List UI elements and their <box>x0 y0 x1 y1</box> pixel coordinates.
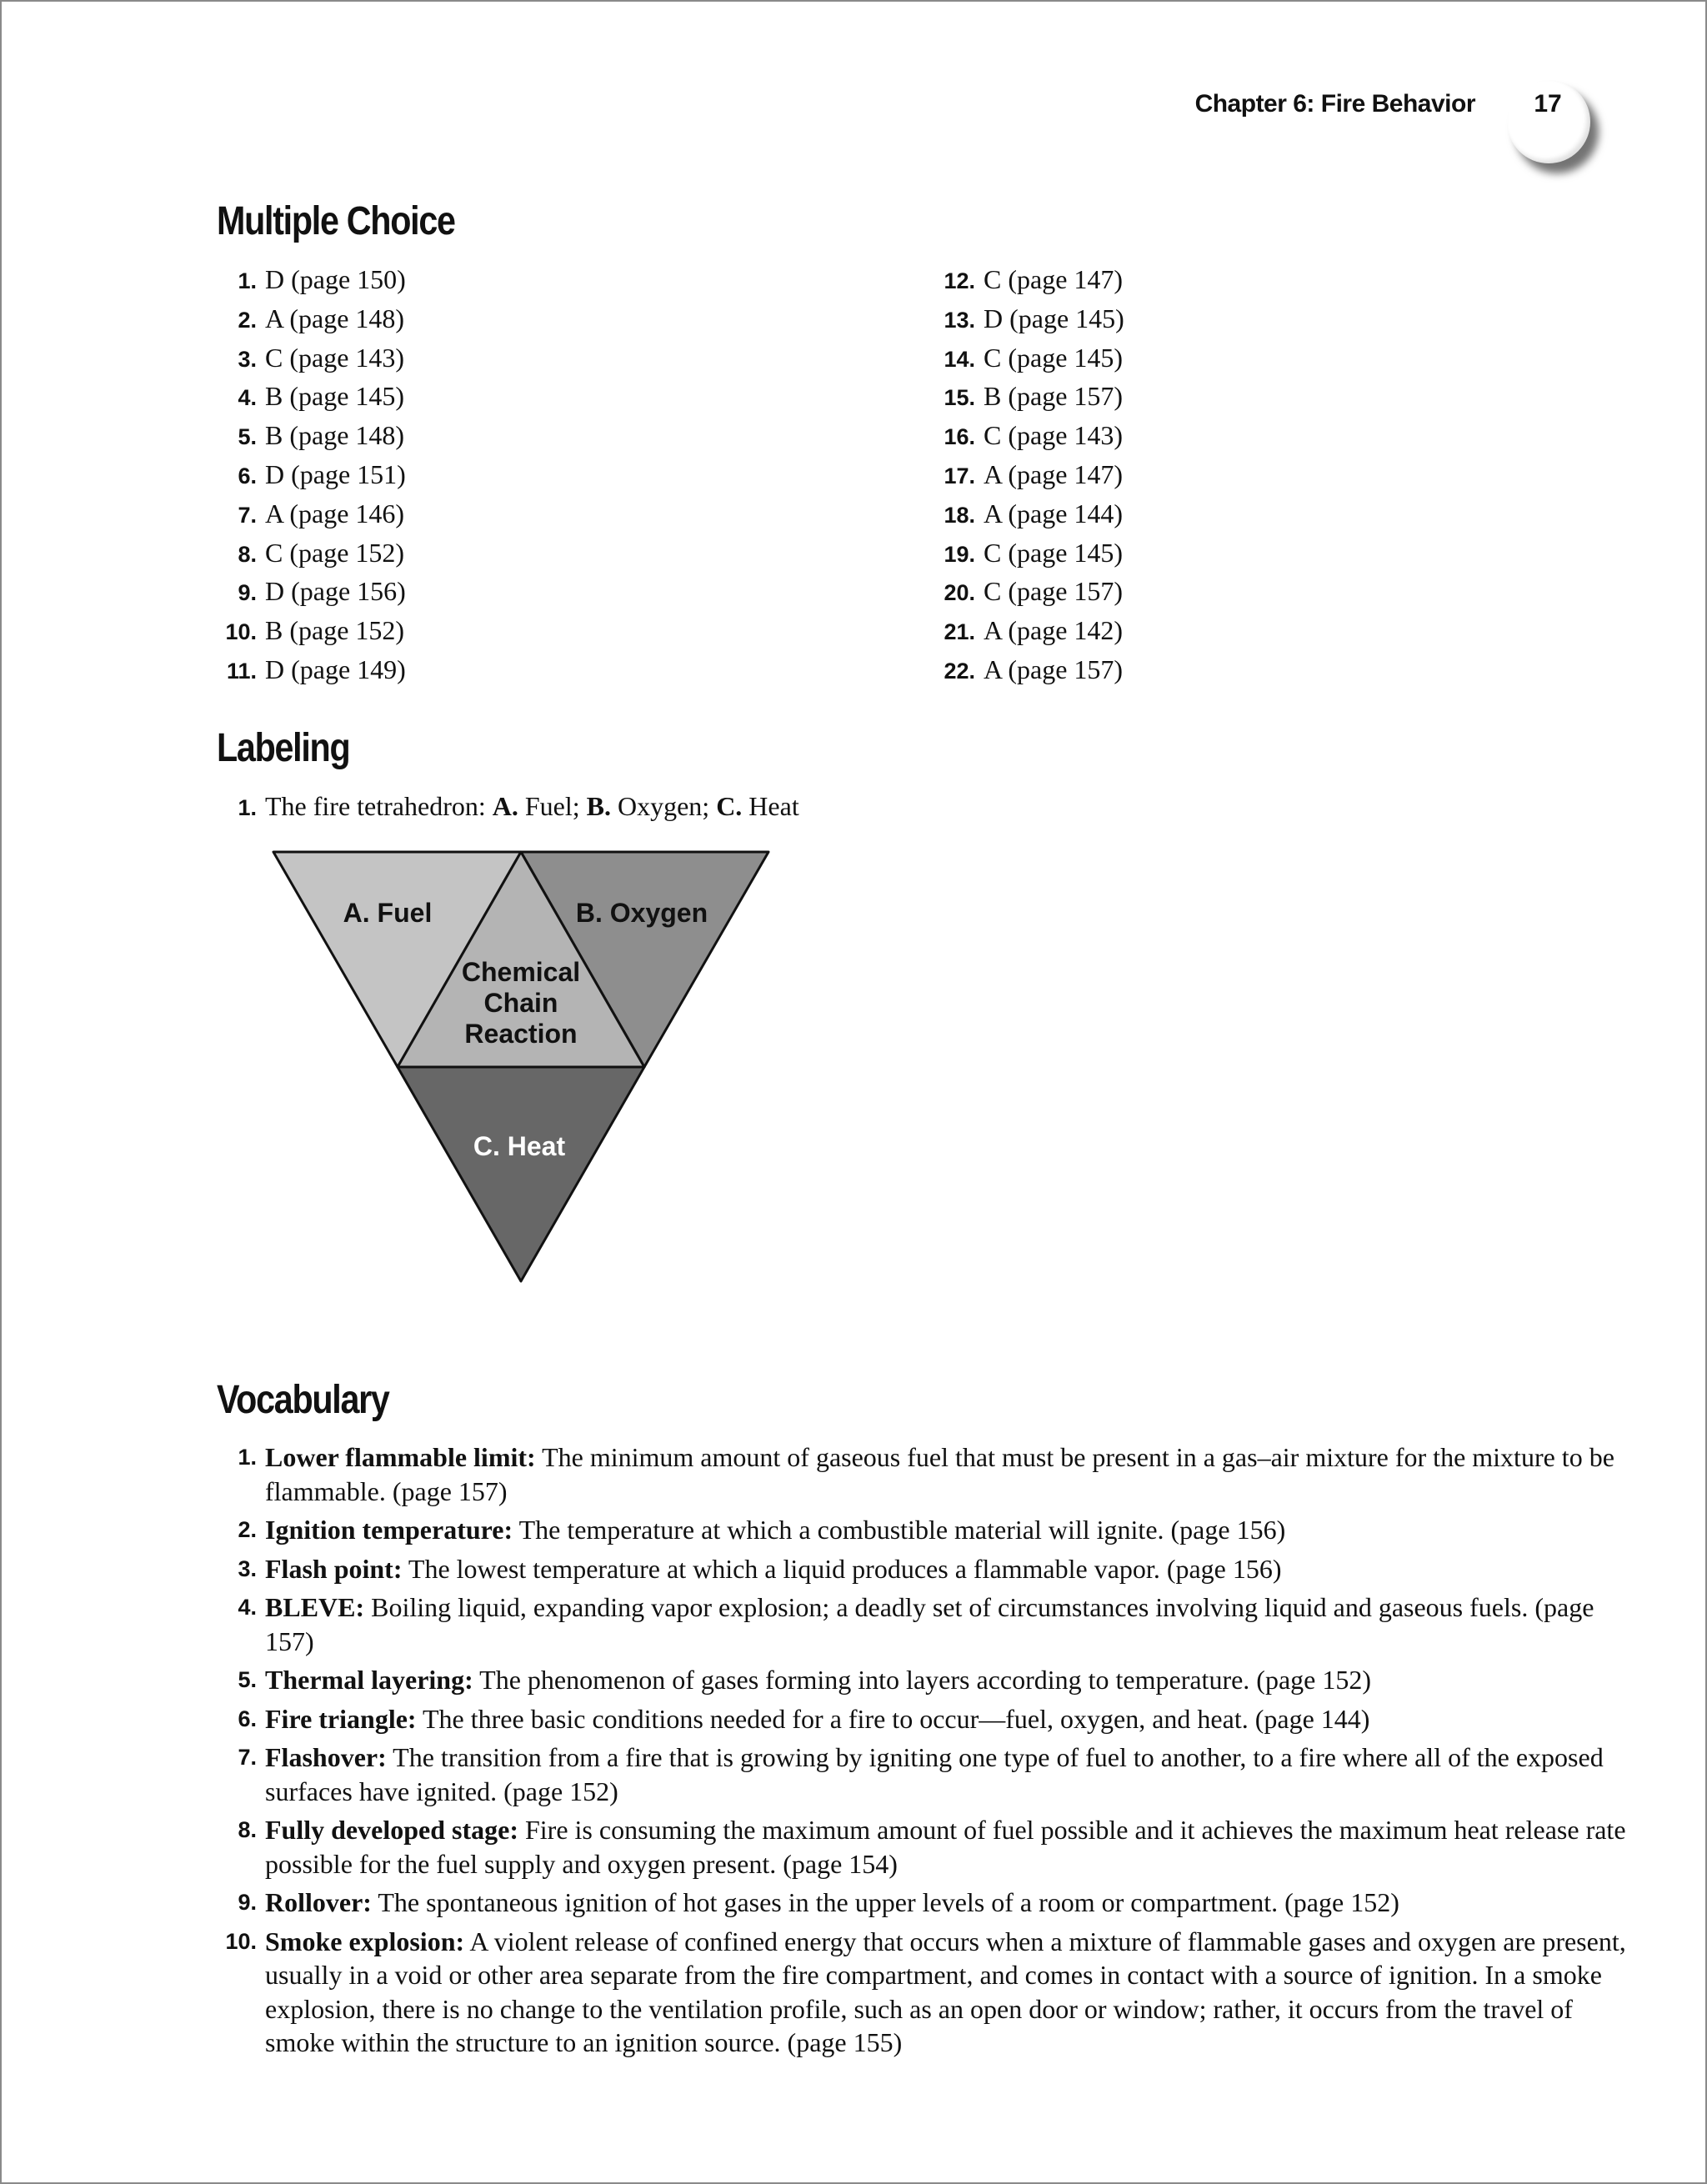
vocab-number: 8. <box>238 1817 257 1842</box>
answer-text: A (page 157) <box>984 654 1124 684</box>
vocab-body <box>265 1663 1630 1697</box>
answer-number: 11. <box>226 658 257 684</box>
vocab-number: 4. <box>238 1595 257 1620</box>
vocab-body <box>265 1702 1630 1736</box>
answer-number: 18. <box>944 502 975 528</box>
vocab-item <box>213 1513 1630 1547</box>
answer-text: D (page 150) <box>265 264 406 294</box>
vocab-number: 2. <box>238 1517 257 1542</box>
center-label-line3: Reaction <box>464 1019 578 1049</box>
answer-row <box>932 455 1124 494</box>
fuel-label: A. Fuel <box>343 898 433 928</box>
answer-number: 22. <box>944 658 975 684</box>
answer-row <box>213 494 406 533</box>
answer-row <box>213 455 406 494</box>
answer-number: 13. <box>944 307 975 333</box>
answer-text: A (page 142) <box>984 615 1124 646</box>
vocab-body <box>265 1741 1630 1808</box>
heat-section <box>398 1067 644 1281</box>
answer-text: A (page 146) <box>265 498 405 528</box>
multiple-choice-right-column <box>932 260 1124 689</box>
vocab-body <box>265 1590 1630 1658</box>
vocab-definition: Boiling liquid, expanding vapor explosion; a deadly set of circumstances involving liquid and gaseous fuels. (page 157) <box>265 1592 1594 1656</box>
answer-text: C (page 143) <box>984 420 1124 451</box>
vocab-number: 9. <box>238 1890 257 1915</box>
answer-row <box>932 494 1124 533</box>
vocab-item <box>213 1813 1630 1881</box>
label-key-a: A. <box>492 791 518 821</box>
vocab-definition: The minimum amount of gaseous fuel that must be present in a gas–air mixture for the mixture to be flammable. (page 157) <box>265 1442 1614 1506</box>
answer-text: B (page 145) <box>265 381 405 412</box>
label-value-a: Fuel; <box>518 791 587 821</box>
vocab-item <box>213 1741 1630 1808</box>
heat-label: C. Heat <box>473 1131 566 1161</box>
answer-number: 1. <box>238 268 257 293</box>
multiple-choice-heading: Multiple Choice <box>217 199 455 243</box>
answer-row <box>932 611 1124 650</box>
vocab-item <box>213 1590 1630 1658</box>
answer-number: 16. <box>944 424 975 450</box>
answer-number: 21. <box>944 619 975 645</box>
vocab-definition: The lowest temperature at which a liquid produces a flammable vapor. (page 156) <box>402 1553 1282 1584</box>
vocab-body <box>265 1886 1630 1920</box>
answer-row <box>213 338 406 378</box>
answer-number: 3. <box>238 346 257 372</box>
vocab-definition: A violent release of confined energy that occurs when a mixture of flammable gases and oxygen are present, usually in a void or other area separate from the fire compartment, and comes in contact with a source of ignition. In a smoke explosion, there is no change to the ventilation profile, such as an open door or window; rather, it occurs from the travel of smoke within the structure to an ignition source. (page 155) <box>265 1926 1626 2057</box>
answer-row <box>213 416 406 455</box>
vocab-term: Fire triangle: <box>265 1703 417 1734</box>
answer-text: A (page 148) <box>265 303 405 333</box>
answer-text: C (page 143) <box>265 342 405 373</box>
answer-row <box>932 533 1124 573</box>
answer-number: 20. <box>944 580 975 606</box>
vocab-definition: The temperature at which a combustible material will ignite. (page 156) <box>513 1515 1286 1545</box>
vocab-term: Rollover: <box>265 1887 372 1917</box>
answer-text: C (page 145) <box>984 537 1124 568</box>
answer-text: B (page 152) <box>265 615 405 646</box>
answer-text: C (page 147) <box>984 264 1124 294</box>
labeling-item <box>213 787 799 827</box>
center-label-line2: Chain <box>483 988 558 1018</box>
label-value-c: Heat <box>742 791 799 821</box>
answer-row <box>932 650 1124 689</box>
fire-tetrahedron-diagram <box>267 846 775 1288</box>
oxygen-label: B. Oxygen <box>575 898 708 928</box>
answer-text: A (page 147) <box>984 458 1124 489</box>
answer-number: 8. <box>238 541 257 567</box>
answer-number: 10. <box>225 619 257 645</box>
answer-text: B (page 148) <box>265 420 405 451</box>
answer-number: 4. <box>238 385 257 411</box>
answer-number: 6. <box>238 463 257 488</box>
vocab-number: 10. <box>225 1928 257 1954</box>
answer-text: D (page 149) <box>265 654 406 684</box>
answer-text: D (page 156) <box>265 576 406 607</box>
list-number: 1. <box>238 795 257 820</box>
vocab-item <box>213 1663 1630 1697</box>
answer-number: 14. <box>944 346 975 372</box>
answer-number: 7. <box>238 502 257 528</box>
page-number: 17 <box>1534 90 1562 118</box>
answer-row <box>213 260 406 299</box>
answer-text: C (page 157) <box>984 576 1124 607</box>
answer-text: D (page 145) <box>984 303 1124 333</box>
answer-row <box>213 650 406 689</box>
answer-row <box>932 416 1124 455</box>
vocab-term: Flash point: <box>265 1553 403 1584</box>
vocab-term: BLEVE: <box>265 1592 365 1622</box>
vocab-item <box>213 1552 1630 1586</box>
answer-row <box>932 299 1124 338</box>
vocabulary-heading: Vocabulary <box>217 1378 389 1422</box>
center-label-line1: Chemical <box>461 957 581 987</box>
answer-number: 9. <box>238 580 257 606</box>
answer-row <box>932 572 1124 611</box>
vocabulary-list <box>213 1440 1630 2065</box>
running-head: Chapter 6: Fire Behavior <box>1194 90 1475 118</box>
vocab-body <box>265 1513 1630 1547</box>
vocab-body <box>265 1440 1630 1508</box>
vocab-term: Smoke explosion: <box>265 1926 465 1956</box>
answer-text: A (page 144) <box>984 498 1124 528</box>
labeling-heading: Labeling <box>217 726 350 770</box>
vocab-definition: Fire is consuming the maximum amount of fuel possible and it achieves the maximum heat release rate possible for the fuel supply and oxygen present. (page 154) <box>265 1815 1626 1879</box>
answer-number: 2. <box>238 307 257 333</box>
vocab-item <box>213 1925 1630 2060</box>
vocab-number: 7. <box>238 1745 257 1770</box>
answer-number: 15. <box>944 385 975 411</box>
vocab-definition: The phenomenon of gases forming into layers according to temperature. (page 152) <box>473 1665 1372 1695</box>
multiple-choice-left-column <box>213 260 406 689</box>
vocab-term: Ignition temperature: <box>265 1515 513 1545</box>
vocab-definition: The three basic conditions needed for a fire to occur—fuel, oxygen, and heat. (page 144) <box>416 1703 1370 1734</box>
vocab-number: 5. <box>238 1667 257 1692</box>
answer-row <box>932 260 1124 299</box>
label-value-b: Oxygen; <box>610 791 717 821</box>
answer-row <box>213 299 406 338</box>
vocab-term: Lower flammable limit: <box>265 1442 536 1472</box>
answer-text: C (page 145) <box>984 342 1124 373</box>
answer-row <box>213 377 406 416</box>
vocab-number: 6. <box>238 1706 257 1731</box>
vocab-number: 1. <box>238 1445 257 1470</box>
answer-text: B (page 157) <box>984 381 1124 412</box>
vocab-item <box>213 1886 1630 1920</box>
vocab-term: Thermal layering: <box>265 1665 473 1695</box>
answer-number: 17. <box>944 463 975 488</box>
vocab-body <box>265 1552 1630 1586</box>
labeling-intro: The fire tetrahedron: <box>265 791 493 821</box>
vocab-definition: The spontaneous ignition of hot gases in the upper levels of a room or compartment. (page 152) <box>371 1887 1399 1917</box>
vocab-item <box>213 1440 1630 1508</box>
answer-row <box>932 377 1124 416</box>
vocab-definition: The transition from a fire that is growing by igniting one type of fuel to another, to a fire where all of the exposed surfaces have ignited. (page 152) <box>265 1742 1604 1806</box>
answer-row <box>932 338 1124 378</box>
answer-row <box>213 611 406 650</box>
vocab-term: Fully developed stage: <box>265 1815 518 1845</box>
answer-number: 5. <box>238 424 257 450</box>
answer-number: 19. <box>944 541 975 567</box>
vocab-term: Flashover: <box>265 1742 387 1772</box>
vocab-number: 3. <box>238 1555 257 1581</box>
label-key-c: C. <box>716 791 743 821</box>
vocab-body <box>265 1925 1630 2060</box>
answer-text: C (page 152) <box>265 537 405 568</box>
vocab-item <box>213 1702 1630 1736</box>
vocab-body <box>265 1813 1630 1881</box>
answer-text: D (page 151) <box>265 458 406 489</box>
answer-row <box>213 572 406 611</box>
answer-row <box>213 533 406 573</box>
answer-number: 12. <box>944 268 975 293</box>
label-key-b: B. <box>586 791 611 821</box>
